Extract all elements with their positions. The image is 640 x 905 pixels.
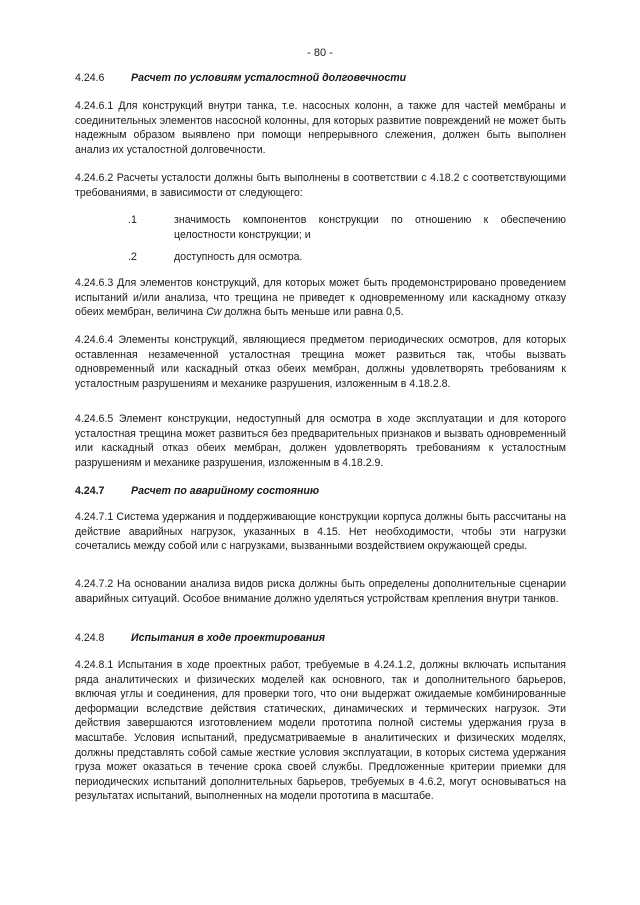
paragraph-4-24-6-3 — [75, 276, 566, 320]
section-heading-4-24-7 — [75, 484, 566, 499]
section-number: 4.24.6 — [75, 72, 105, 84]
paragraph-4-24-6-1: 4.24.6.1 Для конструкций внутри танка, т.е. насосных колонн, а также для частей мембраны и соединительных элементов насосной колонны, для которых развитие повреждений не может быть надежным образом выявлено при помощи непрерывного слежения, должен быть выполнен анализ их усталостной долговечности. — [75, 100, 566, 156]
section-title: Расчет по аварийному состоянию — [131, 485, 320, 497]
section-title: Испытания в ходе проектирования — [131, 632, 325, 644]
paragraph-4-24-6-2: 4.24.6.2 Расчеты усталости должны быть выполнены в соответствии с 4.18.2 с соответствующими требованиями, в зависимости от следующего: — [75, 172, 566, 199]
symbol-cw: Cw — [206, 306, 222, 319]
list-item-marker: .2 — [128, 251, 137, 263]
paragraph-text: должна быть меньше или равна 0,5. — [221, 306, 404, 319]
list-item — [128, 213, 566, 242]
section-heading-4-24-6 — [75, 71, 566, 86]
paragraph-4-24-6-5: 4.24.6.5 Элемент конструкции, недоступный для осмотра в ходе эксплуатации и для которого усталостная трещина может развиться без предварительных признаков и вызвать одновременный или каскадный отказ обеих мембран, должен удовлетворять требованиям к усталостным разрушениям и механике разрушения, изложенным в 4.18.2.9. — [75, 413, 566, 469]
section-heading-4-24-8 — [75, 631, 566, 646]
page-number: - 80 - — [307, 47, 333, 59]
section-title: Расчет по условиям усталостной долговечности — [131, 72, 407, 84]
section-number: 4.24.7 — [75, 485, 105, 497]
paragraph-4-24-8-1: 4.24.8.1 Испытания в ходе проектных работ, требуемые в 4.24.1.2, должны включать испытания ряда аналитических и физических моделей как основного, так и дополнительного барьеров, включая углы и соединения, для проверки того, что они выдержат ожидаемые комбинированные деформации вследствие действия статических, динамических и термических нагрузок. Эти действия завершаются изготовлением модели прототипа полной системы удержания груза в масштабе. Условия испытаний, предусматриваемые в аналитических и физических моделях, должны представлять собой самые жесткие условия эксплуатации, в которых система удержания груза может оказаться в течение срока своей службы. Предложенные критерии приемки для периодических испытаний дополнительных барьеров, требуемых в 4.6.2, могут основываться на результатах испытаний, выполненных на модели прототипа в масштабе. — [75, 659, 566, 803]
list-item — [128, 250, 566, 265]
section-number: 4.24.8 — [75, 632, 105, 644]
paragraph-4-24-6-4: 4.24.6.4 Элементы конструкций, являющиеся предметом периодических осмотров, для которых оставленная незамеченной усталостная трещина может развиться так, чтобы вызвать одновременный или каскадный отказ обеих мембран, должны удовлетворять требованиям к усталостным разрушениям и механике разрушения, изложенным в 4.18.2.8. — [75, 334, 566, 390]
paragraph-4-24-7-1: 4.24.7.1 Система удержания и поддерживающие конструкции корпуса должны быть рассчитаны на действие аварийных нагрузок, указанных в 4.15. Нет необходимости, чтобы эти нагрузки сочетались между собой или с нагрузками, вызванными воздействием окружающей среды. — [75, 511, 566, 553]
list-item-marker: .1 — [128, 214, 137, 226]
paragraph-4-24-7-2: 4.24.7.2 На основании анализа видов риска должны быть определены дополнительные сценарии аварийных ситуаций. Особое внимание должно уделяться устройствам крепления внутри танков. — [75, 578, 566, 605]
paragraph-text: 4.24.6.3 Для элементов конструкций, для которых может быть продемонстрировано проведением испытаний и/или анализа, что трещина не приведет к одновременному или каскадному отказу обеих мембран, величина — [75, 277, 566, 319]
list-item-text: доступность для осмотра. — [174, 251, 303, 263]
list-item-text: значимость компонентов конструкции по отношению к обеспечению целостности конструкции; и — [174, 214, 566, 241]
